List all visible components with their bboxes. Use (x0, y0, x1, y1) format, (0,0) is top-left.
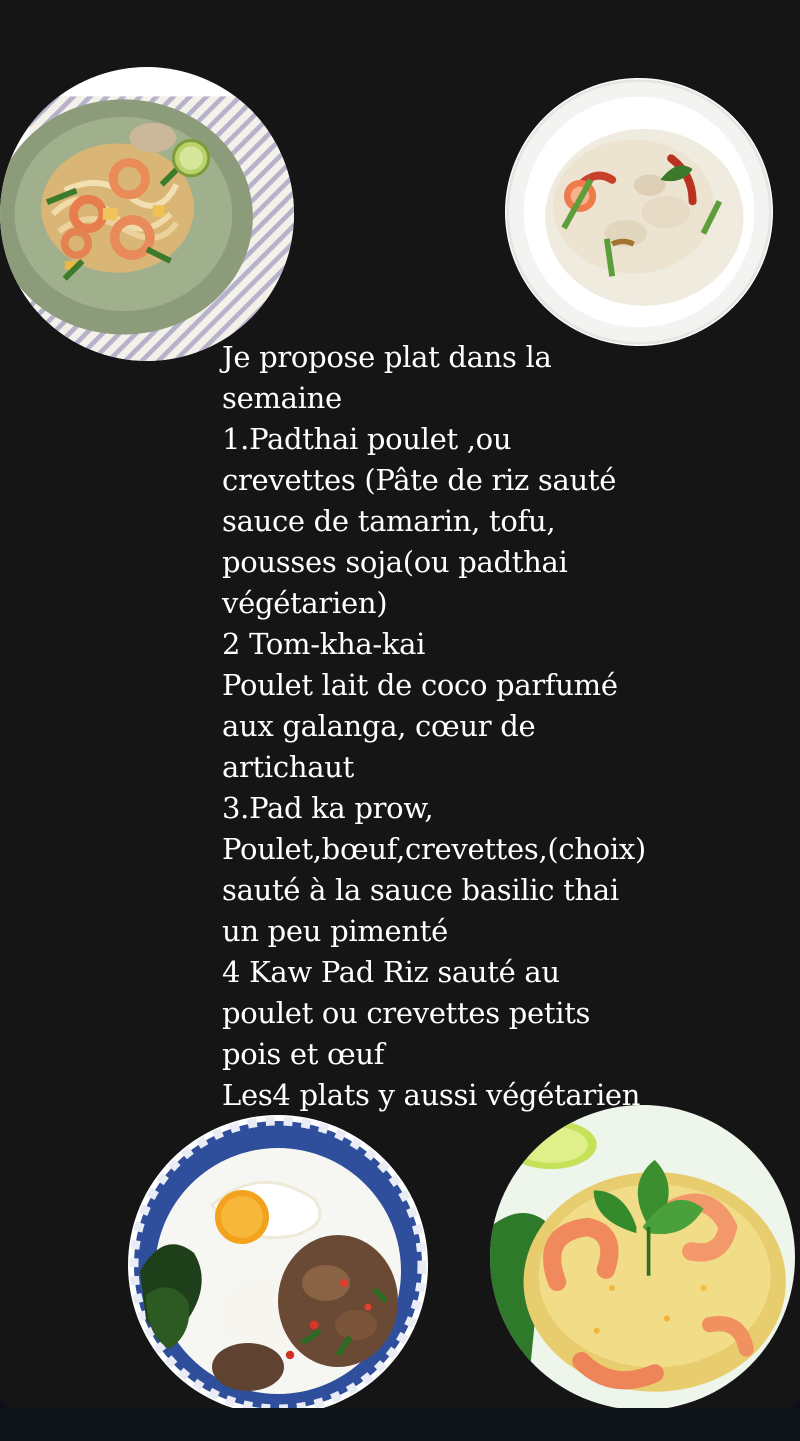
text-line: Poulet,bœuf,crevettes,(choix) (222, 832, 646, 866)
menu-text (222, 337, 782, 1116)
pad-ka-prow-photo (128, 1115, 428, 1408)
text-line: végétarien) (222, 586, 388, 620)
text-line: poulet ou crevettes petits (222, 996, 591, 1030)
text-line: crevettes (Pâte de riz sauté (222, 463, 617, 497)
text-line: un peu pimenté (222, 914, 448, 948)
text-line: 4 Kaw Pad Riz sauté au (222, 955, 560, 989)
text-line: sauce de tamarin, tofu, (222, 504, 556, 538)
bottom-bar (0, 1408, 800, 1441)
tom-kha-kai-photo (505, 78, 773, 346)
text-line: pois et œuf (222, 1037, 385, 1071)
fried-rice-photo (490, 1105, 795, 1408)
text-line: artichaut (222, 750, 354, 784)
text-line: aux galanga, cœur de (222, 709, 536, 743)
pad-thai-photo (0, 67, 294, 361)
text-line: 3.Pad ka prow, (222, 791, 434, 825)
text-line: Poulet lait de coco parfumé (222, 668, 618, 702)
text-line: pousses soja(ou padthai (222, 545, 568, 579)
text-line: 2 Tom-kha-kai (222, 627, 426, 661)
text-line: Les4 plats y aussi végétarien (222, 1078, 641, 1112)
text-line: sauté à la sauce basilic thai (222, 873, 619, 907)
text-line: 1.Padthai poulet ,ou (222, 422, 512, 456)
text-line: semaine (222, 381, 342, 415)
text-line: Je propose plat dans la (222, 340, 552, 374)
